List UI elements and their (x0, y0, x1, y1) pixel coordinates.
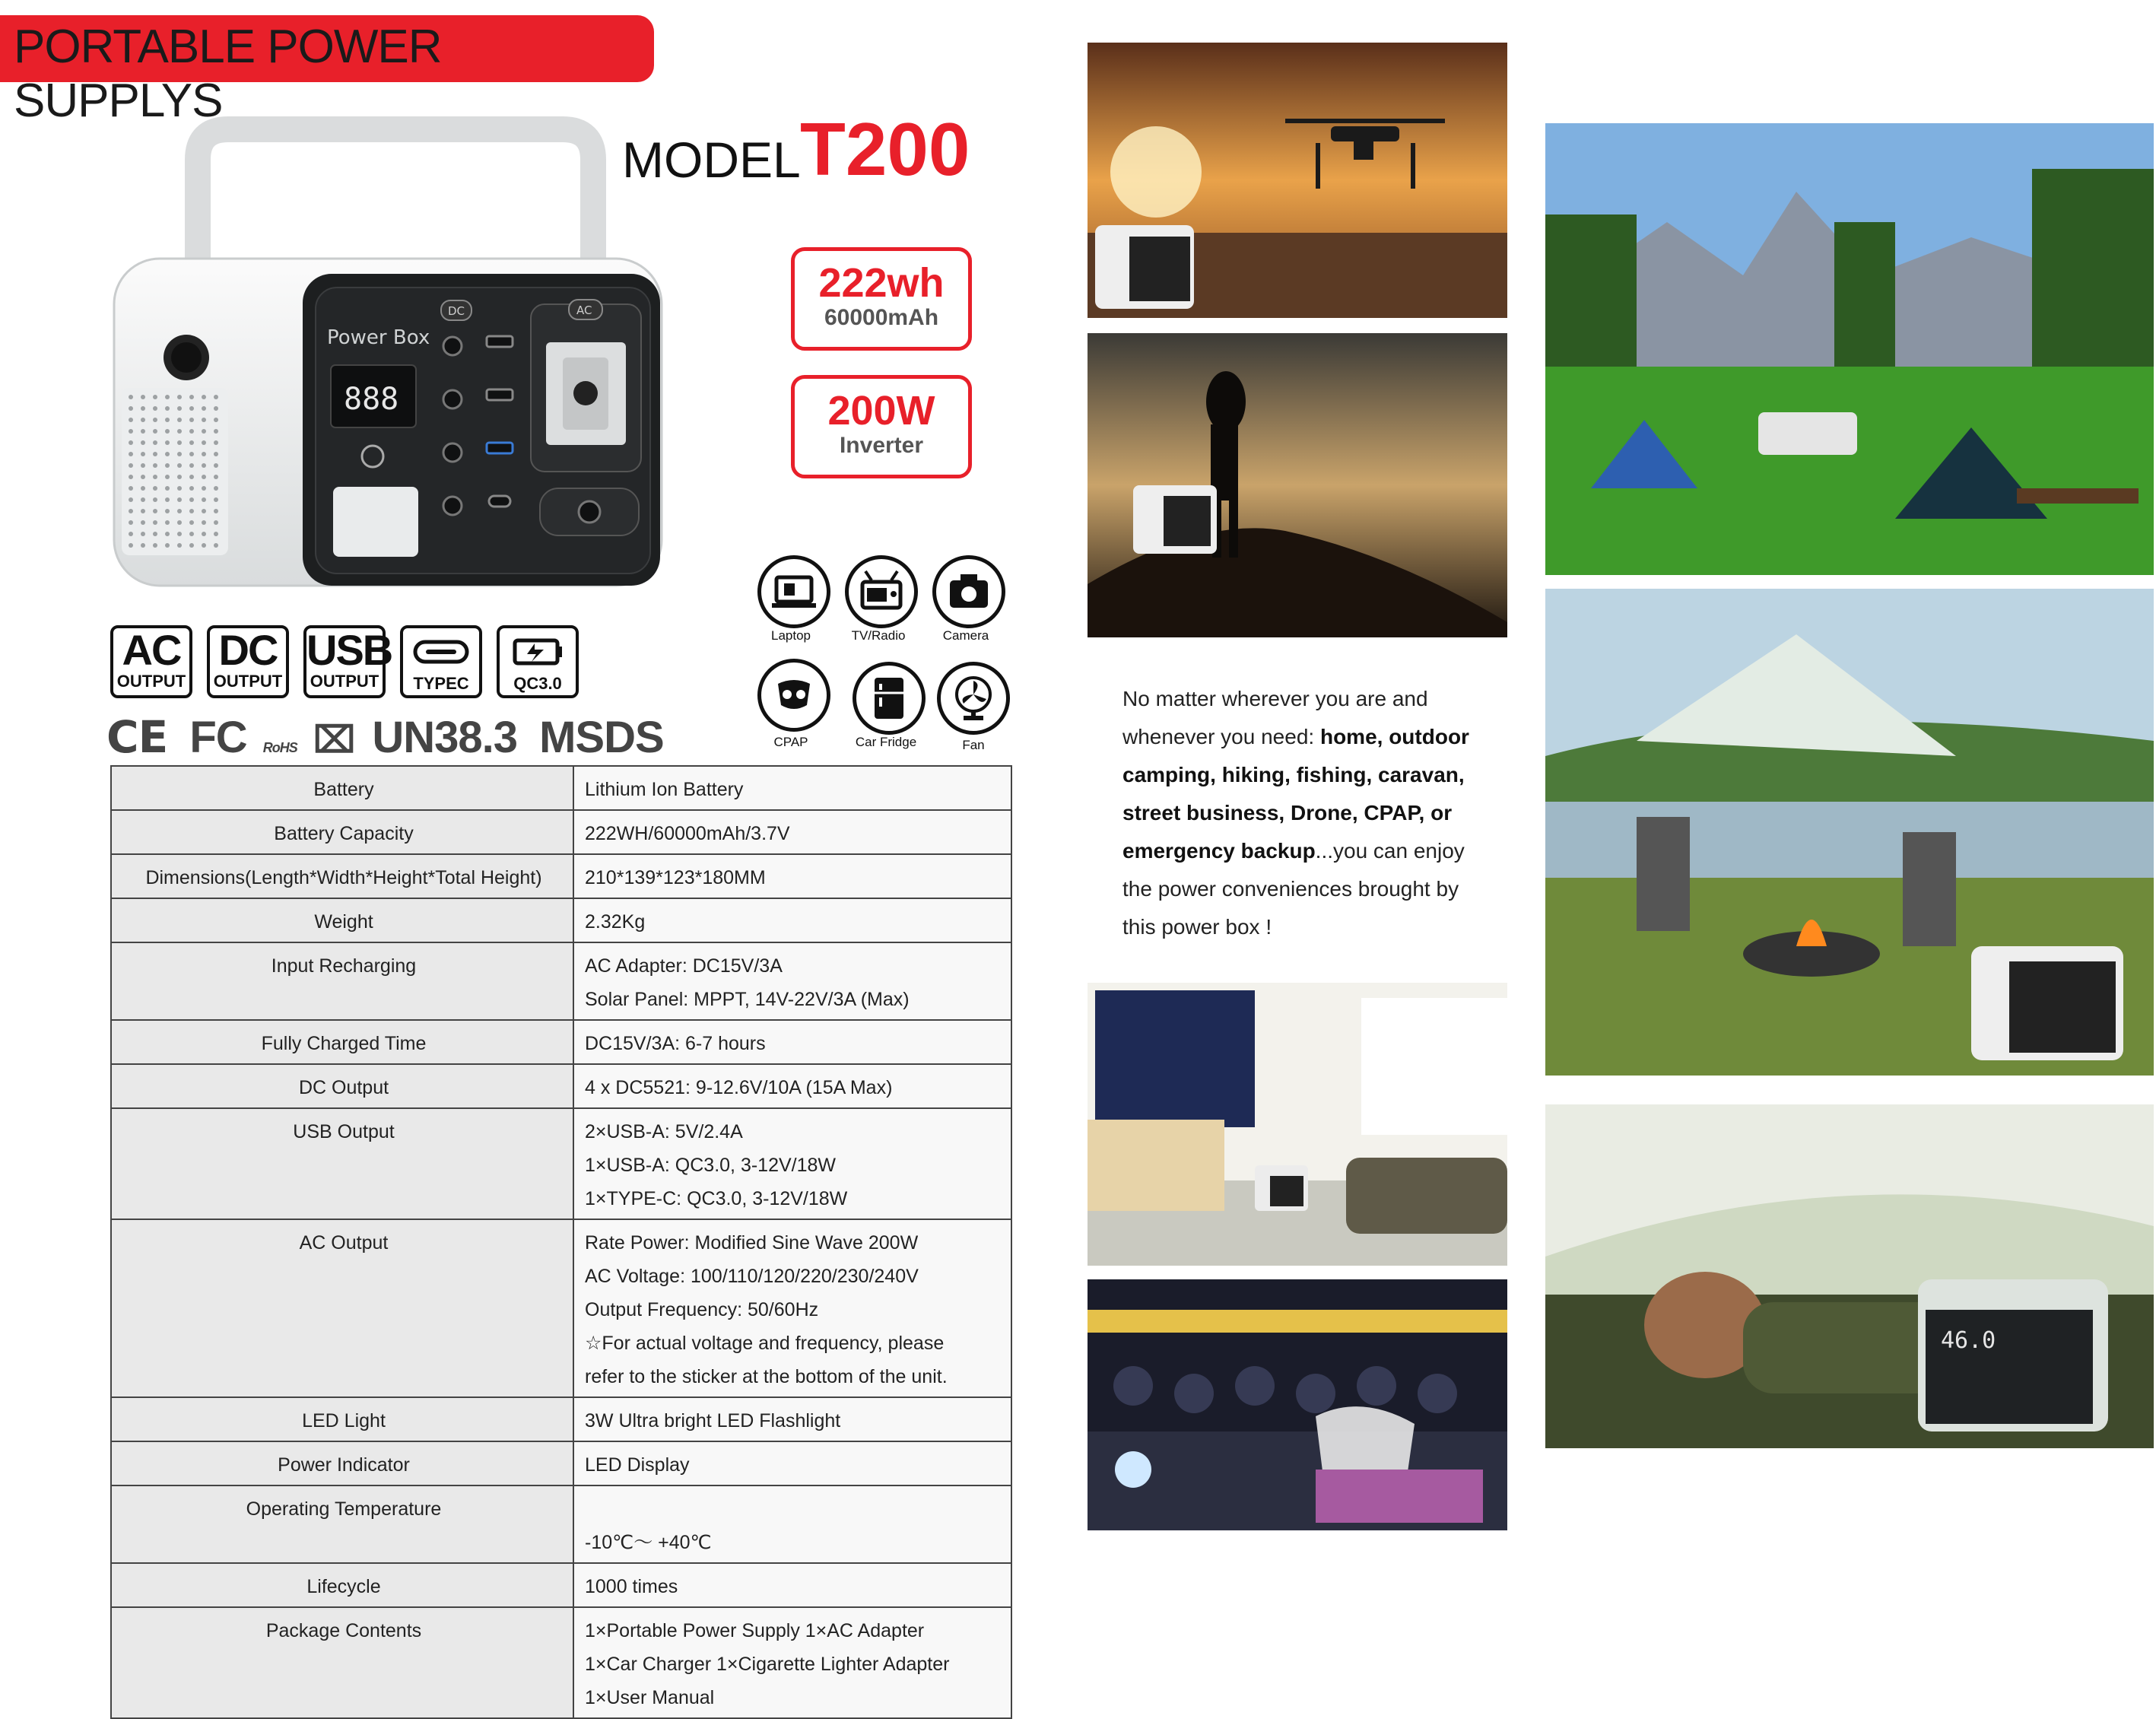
spec-value: 2×USB-A: 5V/2.4A (585, 1121, 743, 1142)
usage-paragraph (1122, 680, 1480, 946)
spec-row (111, 1441, 1011, 1485)
spec-value: 1×TYPE-C: QC3.0, 3-12V/18W (585, 1188, 848, 1209)
banner-title: PORTABLE POWER SUPPLYS (14, 21, 442, 127)
spec-key: AC Output (111, 1219, 573, 1397)
fc-mark: FC (189, 713, 247, 762)
msds-mark: MSDS (539, 713, 664, 762)
spec-key: Battery (111, 766, 573, 810)
spec-value-cell (573, 1219, 1011, 1397)
spec-key: Weight (111, 898, 573, 942)
para-tail: ...you can enjoy the power conveniences brought by this power box ! (1122, 839, 1465, 939)
cpap-label: CPAP (773, 735, 808, 749)
spec-value: 3W Ultra bright LED Flashlight (585, 1410, 841, 1431)
spec-value-cell (573, 854, 1011, 898)
spec-row (111, 1563, 1011, 1607)
capacity-value: 222wh (818, 260, 945, 306)
spec-row (111, 942, 1011, 1020)
spec-value-cell (573, 1020, 1011, 1064)
spec-key: LED Light (111, 1397, 573, 1441)
spec-key: Battery Capacity (111, 810, 573, 854)
night-market-photo (1088, 1279, 1507, 1530)
spec-value: Rate Power: Modified Sine Wave 200W (585, 1232, 919, 1254)
un383-mark: UN38.3 (372, 713, 517, 762)
spec-value: AC Voltage: 100/110/120/220/230/240V (585, 1266, 919, 1287)
tv-radio-icon (845, 555, 918, 628)
spec-row (111, 1485, 1011, 1563)
model-label: MODEL (622, 132, 801, 188)
spec-value: 4 x DC5521: 9-12.6V/10A (15A Max) (585, 1077, 893, 1098)
spec-value: 1×Car Charger 1×Cigarette Lighter Adapter (585, 1654, 950, 1675)
spec-value-cell (573, 1441, 1011, 1485)
spec-key: Input Recharging (111, 942, 573, 1020)
car-fridge-label: Car Fridge (855, 735, 917, 749)
power-box-illustration (106, 114, 684, 601)
typec-icon: TYPEC (400, 625, 482, 698)
cpap-sleep-photo (1545, 1104, 2154, 1448)
spec-key: Dimensions(Length*Width*Height*Total Height) (111, 854, 573, 898)
para-lead: No matter wherever you are and whenever you need: (1122, 687, 1428, 748)
spec-row (111, 1219, 1011, 1397)
spec-value: refer to the sticker at the bottom of the unit. (585, 1366, 948, 1387)
usb-output-icon: USB OUTPUT (303, 625, 386, 698)
drone-photo (1088, 43, 1507, 318)
spec-value: AC Adapter: DC15V/3A (585, 955, 783, 977)
fan-icon (937, 662, 1010, 735)
spec-value (585, 1492, 1003, 1526)
car-fridge-icon (853, 662, 926, 735)
spec-key: USB Output (111, 1108, 573, 1219)
inverter-sub: Inverter (839, 433, 924, 458)
spec-table (110, 765, 1012, 1719)
qc30-icon: QC3.0 (497, 625, 579, 698)
spec-row (111, 1397, 1011, 1441)
spec-value: LED Display (585, 1454, 690, 1476)
spec-value: 1×Portable Power Supply 1×AC Adapter (585, 1620, 925, 1641)
spec-key: DC Output (111, 1064, 573, 1108)
capacity-badge (791, 247, 972, 351)
spec-value-cell (573, 1064, 1011, 1108)
header-banner (0, 15, 654, 127)
spec-value: 222WH/60000mAh/3.7V (585, 823, 790, 844)
spec-value: DC15V/3A: 6-7 hours (585, 1033, 766, 1054)
lakeside-camping-photo (1545, 589, 2154, 1076)
para-scenarios: home, outdoor camping, hiking, fishing, caravan, street business, Drone, CPAP, or emergency backup (1122, 725, 1469, 863)
spec-value: 2.32Kg (585, 911, 646, 933)
spec-value-cell (573, 1397, 1011, 1441)
spec-value-cell (573, 1108, 1011, 1219)
spec-value-cell (573, 898, 1011, 942)
spec-value-cell (573, 810, 1011, 854)
svg-text:DC: DC (448, 304, 465, 318)
inverter-value: 200W (827, 388, 935, 434)
spec-key: Operating Temperature (111, 1485, 573, 1563)
tv-radio-label: TV/Radio (851, 628, 906, 643)
spec-key: Fully Charged Time (111, 1020, 573, 1064)
camera-label: Camera (942, 628, 989, 643)
spec-row (111, 898, 1011, 942)
certifications (106, 711, 664, 763)
laptop-label: Laptop (771, 628, 811, 643)
spec-value: 1×User Manual (585, 1687, 715, 1708)
spec-value: Output Frequency: 50/60Hz (585, 1299, 819, 1320)
ce-mark: CE (106, 711, 168, 763)
brand-label: Power Box (327, 326, 430, 349)
spec-key: Package Contents (111, 1607, 573, 1718)
spec-value: 1000 times (585, 1576, 678, 1597)
spec-value: -10℃～ +40℃ (585, 1532, 712, 1553)
living-room-photo (1088, 983, 1507, 1266)
spec-row (111, 810, 1011, 854)
spec-row (111, 1020, 1011, 1064)
ac-output-icon: AC OUTPUT (110, 625, 192, 698)
camera-icon (932, 555, 1005, 628)
laptop-icon (757, 555, 830, 628)
spec-row (111, 1108, 1011, 1219)
spec-value-cell (573, 766, 1011, 810)
spec-value-cell (573, 1607, 1011, 1718)
spec-value-cell (573, 942, 1011, 1020)
spec-key: Lifecycle (111, 1563, 573, 1607)
spec-row (111, 854, 1011, 898)
spec-value: 210*139*123*180MM (585, 867, 766, 888)
spec-value-cell (573, 1485, 1011, 1563)
fan-label: Fan (962, 738, 985, 752)
svg-text:AC: AC (576, 303, 592, 317)
dc-output-icon: DC OUTPUT (207, 625, 289, 698)
spec-key: Power Indicator (111, 1441, 573, 1485)
spec-value: 1×USB-A: QC3.0, 3-12V/18W (585, 1155, 837, 1176)
spec-value: ☆For actual voltage and frequency, please (585, 1333, 945, 1354)
cpap-icon (757, 659, 830, 732)
capacity-sub: 60000mAh (824, 305, 939, 330)
spec-value: Solar Panel: MPPT, 14V-22V/3A (Max) (585, 989, 910, 1010)
hiking-photo (1088, 333, 1507, 637)
inverter-badge (791, 375, 972, 478)
weee-icon: ⌧ (313, 720, 355, 761)
spec-row (111, 766, 1011, 810)
spec-row (111, 1064, 1011, 1108)
model-name: T200 (800, 107, 970, 191)
rohs-mark: RoHS (262, 740, 297, 755)
spec-value-cell (573, 1563, 1011, 1607)
camping-photo (1545, 123, 2154, 575)
svg-text:46.0: 46.0 (1941, 1327, 1996, 1354)
spec-value: Lithium Ion Battery (585, 779, 744, 800)
spec-row (111, 1607, 1011, 1718)
svg-text:888: 888 (344, 382, 399, 417)
